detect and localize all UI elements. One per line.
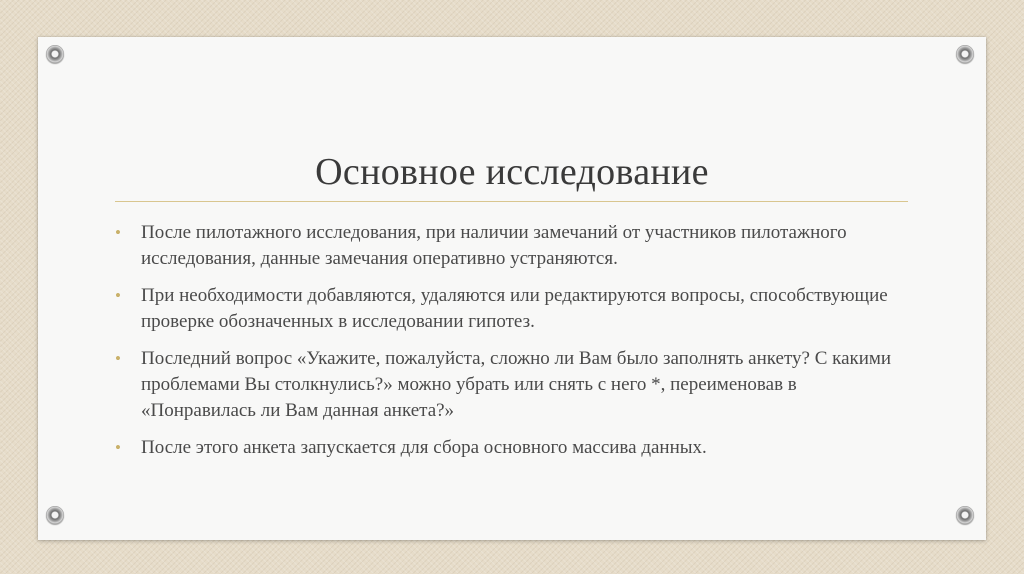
bullet-item bbox=[115, 283, 915, 335]
title-divider bbox=[115, 201, 908, 202]
bullet-text: После этого анкета запускается для сбора основного массива данных. bbox=[141, 437, 707, 458]
bullet-list bbox=[115, 220, 915, 472]
bullet-text: После пилотажного исследования, при наличии замечаний от участников пилотажного исследования, данные замечания оперативно устраняются. bbox=[141, 222, 847, 269]
rivet-top-left-icon bbox=[46, 45, 64, 63]
bullet-item bbox=[115, 435, 915, 461]
rivet-bottom-right-icon bbox=[956, 506, 974, 524]
bullet-marker-icon: • bbox=[115, 438, 121, 457]
bullet-text: Последний вопрос «Укажите, пожалуйста, сложно ли Вам было заполнять анкету? С какими проблемами Вы столкнулись?» можно убрать или снять с него *, переименовав в «Понравилась ли Вам данная анкета?» bbox=[141, 348, 892, 421]
bullet-item bbox=[115, 346, 915, 424]
rivet-bottom-left-icon bbox=[46, 506, 64, 524]
bullet-item bbox=[115, 220, 915, 272]
rivet-top-right-icon bbox=[956, 45, 974, 63]
bullet-marker-icon: • bbox=[115, 223, 121, 242]
slide-title: Основное исследование bbox=[315, 151, 709, 193]
bullet-marker-icon: • bbox=[115, 349, 121, 368]
bullet-text: При необходимости добавляются, удаляются или редактируются вопросы, способствующие проверке обозначенных в исследовании гипотез. bbox=[141, 285, 888, 332]
bullet-marker-icon: • bbox=[115, 286, 121, 305]
slide-card bbox=[38, 37, 986, 540]
